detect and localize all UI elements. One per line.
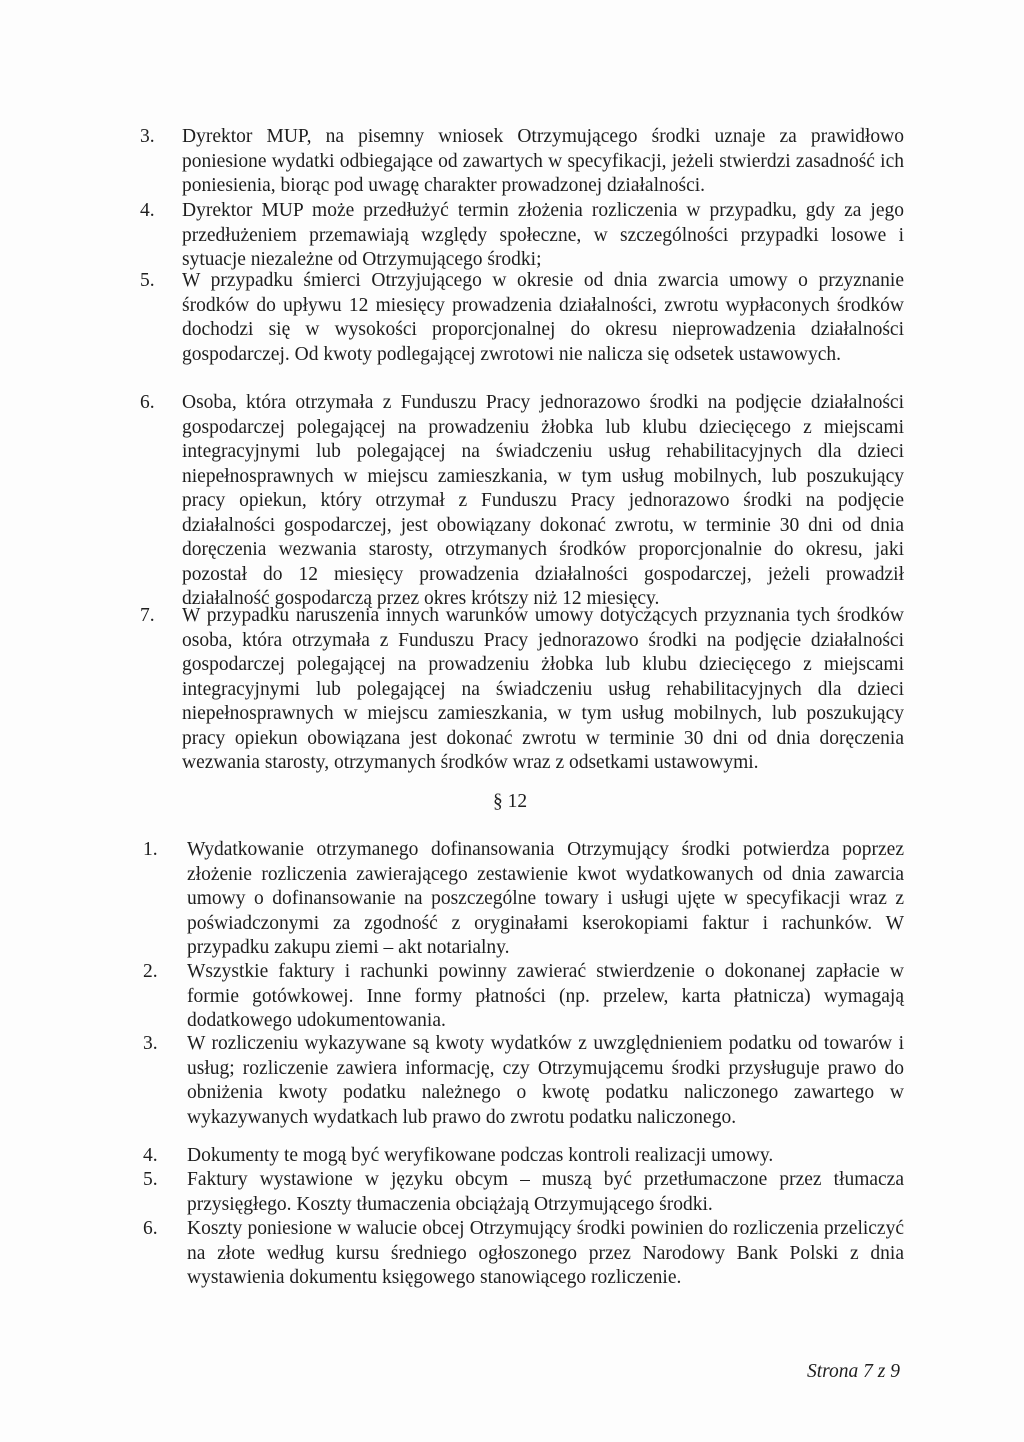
page-footer: Strona 7 z 9 (807, 1361, 900, 1382)
item-number: 2. (143, 961, 158, 982)
list-item (140, 391, 904, 612)
item-text: Dokumenty te mogą być weryfikowane podczas kontroli realizacji umowy. (187, 1145, 774, 1166)
list-item (140, 199, 904, 273)
list-item (140, 960, 904, 1034)
item-text: W rozliczeniu wykazywane są kwoty wydatków z uwzględnieniem podatku od towarów i usług; rozliczenie zawiera informację, czy Otrzymującemu środki przysługuje prawo do obniżenia kwoty podatku należnego o kwotę podatku naliczonego zawartego w wykazywanych wydatkach lub prawo do zwrotu podatku naliczonego. (187, 1033, 904, 1128)
item-text: Faktury wystawione w języku obcym – muszą być przetłumaczone przez tłumacza przysięgłego. Koszty tłumaczenia obciążają Otrzymującego środki. (187, 1169, 904, 1215)
list-item (140, 1217, 904, 1291)
item-number: 5. (140, 270, 155, 291)
list-item (140, 269, 904, 367)
item-text: Wydatkowanie otrzymanego dofinansowania Otrzymujący środki potwierdza poprzez złożenie rozliczenia zawierającego zestawienie kwot wydatkowanych od dnia zawarcia umowy o dofinansowanie na poszczególne towary i usługi ujęte w specyfikacji wraz z poświadczonymi za zgodność z oryginałami kserokopiami faktur i rachunków. W przypadku zakupu ziemi – akt notarialny. (187, 839, 904, 958)
item-text: Wszystkie faktury i rachunki powinny zawierać stwierdzenie o dokonanej zapłacie w formie gotówkowej. Inne formy płatności (np. przelew, karta płatnicza) wymagają dodatkowego udokumentowania. (187, 961, 904, 1031)
item-text: Dyrektor MUP może przedłużyć termin złożenia rozliczenia w przypadku, gdy za jego przedłużeniem przemawiają względy społeczne, w szczególności przypadki losowe i sytuacje niezależne od Otrzymującego środki; (182, 200, 904, 270)
list-item (140, 838, 904, 961)
list-item (140, 1032, 904, 1130)
item-number: 3. (143, 1033, 158, 1054)
item-number: 6. (143, 1218, 158, 1239)
item-number: 6. (140, 392, 155, 413)
list-item (140, 1144, 904, 1169)
item-number: 4. (143, 1145, 158, 1166)
item-text: W przypadku śmierci Otrzyjującego w okresie od dnia zwarcia umowy o przyznanie środków do upływu 12 miesięcy prowadzenia działalności, zwrotu wypłaconych środków dochodzi się w wysokości proporcjonalnej do okresu nieprowadzenia działalności gospodarczej. Od kwoty podlegającej zwrotowi nie nalicza się odsetek ustawowych. (182, 270, 904, 365)
section-heading: § 12 (492, 791, 528, 812)
list-item (140, 604, 904, 776)
item-number: 5. (143, 1169, 158, 1190)
item-text: W przypadku naruszenia innych warunków umowy dotyczących przyznania tych środków osoba, która otrzymała z Funduszu Pracy jednorazowo środki na podjęcie działalności gospodarczej polegającej na prowadzeniu żłobka lub klubu dziecięcego z miejscami integracyjnymi lub polegającej na świadczeniu usług rehabilitacyjnych dla dzieci niepełnosprawnych w miejscu zamieszkania, w tym usług mobilnych, lub poszukujący pracy opiekun obowiązana jest dokonać zwrotu w terminie 30 dni od dnia doręczenia wezwania starosty, otrzymanych środków wraz z odsetkami ustawowymi. (182, 605, 904, 773)
item-number: 7. (140, 605, 155, 626)
item-text: Osoba, która otrzymała z Funduszu Pracy jednorazowo środki na podjęcie działalności gospodarczej polegającej na prowadzeniu żłobka lub klubu dziecięcego z miejscami integracyjnymi lub polegającej na świadczeniu usług rehabilitacyjnych dla dzieci niepełnosprawnych w miejscu zamieszkania, w tym usług mobilnych, lub poszukujący pracy opiekun, który otrzymał z Funduszu Pracy jednorazowo środki na podjęcie działalności gospodarczej, jest obowiązany dokonać zwrotu, w terminie 30 dni od dnia doręczenia wezwania starosty, otrzymanych środków proporcjonalnie do okresu, jaki pozostał do 12 miesięcy prowadzenia działalności gospodarczej, jeżeli prowadził działalność gospodarczą przez okres krótszy niż 12 miesięcy. (182, 392, 904, 609)
item-number: 4. (140, 200, 155, 221)
item-text: Dyrektor MUP, na pisemny wniosek Otrzymującego środki uznaje za prawidłowo poniesione wydatki odbiegające od zawartych w specyfikacji, jeżeli stwierdzi zasadność ich poniesienia, biorąc pod uwagę charakter prowadzonej działalności. (182, 126, 904, 196)
item-number: 3. (140, 126, 155, 147)
item-text: Koszty poniesione w walucie obcej Otrzymujący środki powinien do rozliczenia przeliczyć na złote według kursu średniego ogłoszonego przez Narodowy Bank Polski z dnia wystawienia dokumentu księgowego stanowiącego rozliczenie. (187, 1218, 904, 1288)
list-item (140, 125, 904, 199)
list-item (140, 1168, 904, 1217)
item-number: 1. (143, 839, 158, 860)
